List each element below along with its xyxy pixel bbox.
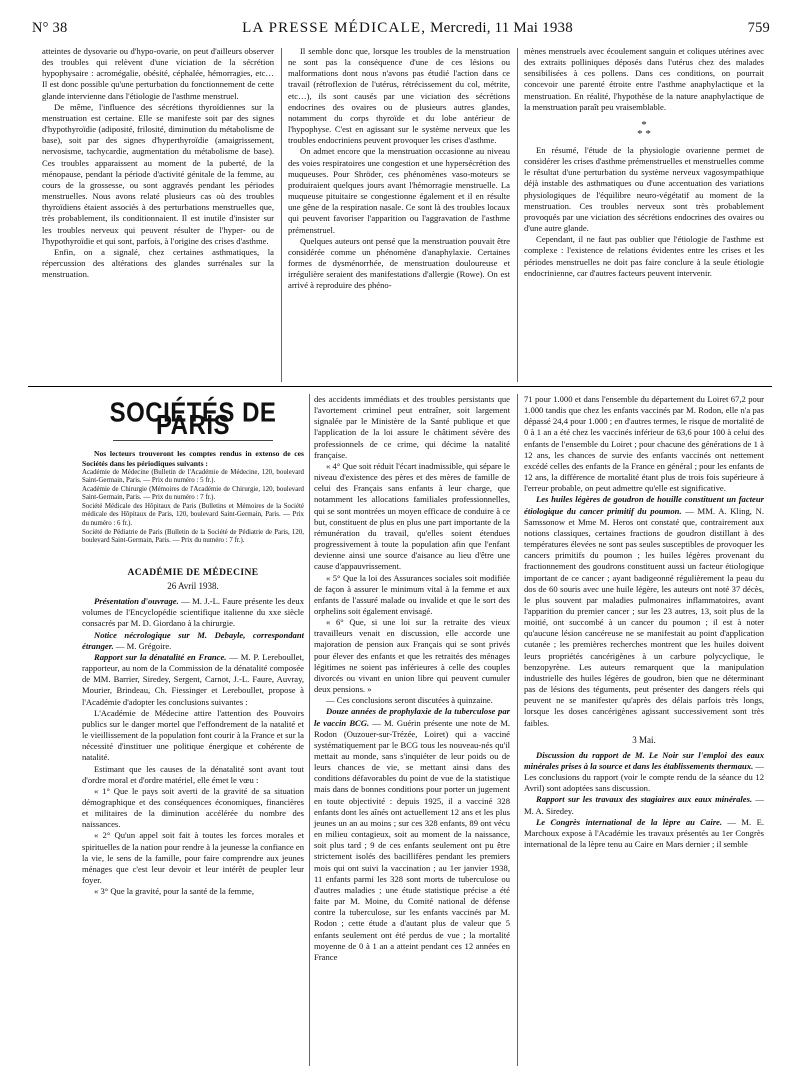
paragraph: En résumé, l'étude de la physiologie ovarienne permet de considérer les crises d'asthme prémenstruelles et menstruelles comme le résultat d'une perturbation du système nerveux vagosympathique déjà instable des asthmatiques ou d'une accentuation des variations physiologiques de l'équilibre neuro-végétatif au moment de la menstruation. Ces troubles nerveux sont très probablement provoqués par une viciation des sécrétions endocrines des ovaires ou d'une autre glande. [524,144,764,234]
paragraph: atteintes de dysovarie ou d'hypo-ovarie, on peut d'ailleurs observer des troubles qui relèvent d'une viciation de la sécrétion hypophysaire : acromégalie, obésité, céphalée, hémorragies, etc… Il est donc possible qu'une perturbation du fonctionnement de cette glande intervienne dans l'étiologie de l'asthme menstruel. [42,46,274,101]
journal-title [242,20,573,37]
report-entry [82,630,304,652]
paragraph: mènes menstruels avec écoulement sanguin et coliques utérines avec des extraits polliniques déposés dans l'utérus chez des malades sensibilisées à ces pollens. Dans ces conditions, on pourrait concevoir une parenté étroite entre l'asthme anaphylactique et la menstruation. En réalité, l'hypothèse de la nature anaphylactique de la menstruation paraît peu vraisemblable. [524,46,764,112]
report-body: — M. Guérin présente une note de M. Rodon (Ouzouer-sur-Trézée, Loiret) qui a vacciné systématiquement par le BCG tous les nouveau-nés qu'il mettait au monde, sans s'inquiéter de leur poids ou de leurs chances de vie, se mettant ainsi dans des conditions défavorables du point de vue de la statistique mais dans de bonnes conditions pour porter un jugement en toute objectivité : depuis 1925, il a vacciné 328 enfants dont les aînés ont actuellement 12 ans et les plus jeunes un an au moins ; sur ces 328 enfants, 89 ont vécu en milieu contagieux, soit au moment de la naissance, soit plus tard ; 9 de ces enfants seulement ont pu être strictement isolés des bacillifères pendant les premiers mois qui ont suivi la vaccination ; au 1er janvier 1938, 11 enfants parmi les 328 sont morts de tuberculose ou d'autres maladies ; une étude statistique précise a été faite par M. Moine, du Comité national de défense contre la tuberculose, sur les enfants vaccinés par M. Rodon ; cette étude a d'autant plus de valeur que 5 enfants seulement ont été perdus de vue ; la mortalité moyenne de 0 à 1 an a atteint pendant ces 12 années en France [314,717,511,962]
column-divider [281,48,282,382]
issue-date: Mercredi, 11 Mai 1938 [430,20,573,36]
periodical-entry: Société Médicale des Hôpitaux de Paris (Bulletins et Mémoires de la Société médicale des Hôpitaux de Paris, 120, boulevard Saint-Germain, Paris. — Prix du numéro : 6 fr.). [82,502,304,528]
paragraph: « 1° Que le pays soit averti de la gravité de sa situation démographique et des conséquences économiques, financières et militaires de la diminution accélérée du nombre des naissances. [82,785,304,830]
report-entry [82,652,304,708]
paragraph: — Ces conclusions seront discutées à quinzaine. [326,695,493,706]
paragraph: Cependant, il ne faut pas oublier que l'étiologie de l'asthme est complexe : l'existence de relations évidentes entre les crises et les périodes menstruelles ne doit pas faire conclure à la seule étiologie endocrinienne, car d'autres facteurs peuvent intervenir. [524,234,764,278]
report-entry [82,596,304,629]
section-separator: * * * [637,118,651,140]
periodical-entry: Académie de Chirurgie (Mémoires de l'Académie de Chirurgie, 120, boulevard Saint-Germain, Paris. — Prix du numéro : 7 fr.). [82,485,304,502]
section-rule [28,386,772,387]
paragraph: « 3° Que la gravité, pour la santé de la femme, [94,886,254,897]
periodical-entry: Société de Pédiatrie de Paris (Bulletin de la Société de Pédiatrie de Paris, 120, boulevard Saint-Germain, Paris. — Prix du numéro : 7 fr.). [82,528,304,545]
report-title: Discussion du rapport de M. Le Noir sur l'emploi des eaux minérales prises à la source et dans les établissements thermaux. [524,749,764,771]
report-body: — MM. A. Kling, N. Samssonow et Mme M. Heros ont constaté que, contrairement aux notions classiques, certaines fractions de goudron distillant à des températures élevées ne sont pas seules susceptibles de provoquer les cancers primitifs du poumon ; les huiles légères provenant du fractionnement des goudrons constituent aussi un facteur étiologique important de ce cancer ; ayant badigeonné régulièrement la peau du dos de 60 souris avec une huile légère, les auteurs ont noté 37 décès, le plus souvent par maladies pulmonaires inflammatoires, avant l'apparition du premier cancer ; sur les 23 autres, 13, soit plus de la moitié, ont succombé à un cancer du poumon ; il est à noter qu'aucune lésion cancéreuse ne se manifestait au point d'application cutanée ; les premières recherches montrent que les huiles doivent leurs propriétés cancérigènes à un carbure polycyclique, le benzopyrène. Les auteurs remarquent que la manipulation industrielle des huiles légères de goudron, bien que ne déterminant pas de lésions des téguments, peut présenter des dangers réels qui peuvent ne se manifester qu'après des délais parfois très longs, lorsque les doses cancérigènes agissant successivement sont très faibles. [524,505,764,728]
periodical-entry: Académie de Médecine (Bulletin de l'Académie de Médecine, 120, boulevard Saint-Germain, Paris. — Prix du numéro : 5 fr.). [82,468,304,485]
report-body: — M. E. Marchoux expose à l'Académie les travaux présentés au 1er Congrès international de la lèpre tenu au Caire en Mars dernier ; il semble [524,816,764,850]
column-divider [517,394,518,1066]
report-title: Rapport sur les travaux des stagiaires aux eaux minérales. [536,794,753,805]
paragraph: De même, l'influence des sécrétions thyroïdiennes sur la menstruation est certaine. Elle se manifeste soit par des signes d'hypothyroïdie (adiposité, frilosité, diminution du métabolisme de base), soit par des signes d'hyperthyroïdie (amaigrissement, nervosisme, tachycardie, augmentation du métabolisme de base). Ces troubles apparaissent au moment de la puberté, de la ménopause, pendant la période d'activité génitale de la femme, au cours de la grossesse, ou sont aggravés pendant les périodes menstruelles. Nous avons relaté plusieurs cas où des troubles thyroïdiens étaient associés à des perturbations menstruelles que, très probablement, ils conditionnaient. Il est inutile d'insister sur les troubles nerveux qui peuvent résulter de l'hyper- ou de l'hypothyroïdie et qui sont, parfois, à l'origine des crises d'asthme. [42,101,274,246]
intro-note: Nos lecteurs trouveront les comptes rendus in extenso de ces Sociétés dans les périodiques suivants : [82,449,304,468]
top-column-3 [524,46,764,279]
report-entry [524,494,764,728]
page-number: 759 [747,20,770,36]
paragraph: « 6° Que, si une loi sur la retraite des vieux travailleurs venait en discussion, elle accorde une majoration de pension aux Français qui se sont privés pour élever des enfants et que les retraités des ménages légitimes ne soient pas inférieures à celle des couples divorcés ou vivant en union libre qui peuvent cumuler deux pensions. » [314,617,510,695]
report-body: — M. Grégoire. [113,640,172,651]
report-entry [524,817,764,850]
paragraph: « 4° Que soit réduit l'écart inadmissible, qui sépare le niveau d'existence des pères et des mères de famille de celui des Français sans enfants à leur charge, que notamment les allocations familiales professionnelles, qui se sont montrées un moyen efficace de conduire à ce but, constituent de plus en plus une part importante de la rémunération du travail, qu'elles soient étendues progressivement à toute la population afin que l'enfant devienne ainsi une source d'aisance au lieu d'être une cause d'appauvrissement. [314,460,510,572]
report-entry [314,706,510,963]
society-heading: ACADÉMIE DE MÉDECINE [127,567,259,578]
column-divider [309,394,310,1066]
report-title: Le Congrès international de la lèpre au Caire. [536,816,723,827]
paragraph: Enfin, on a signalé, chez certaines asthmatiques, la répercussion des altérations des glandes surrénales sur la menstruation. [42,246,274,280]
journal-name: LA PRESSE MÉDICALE, [242,20,427,36]
paragraph: « 2° Qu'un appel soit fait à toutes les forces morales et spirituelles de la nation pour rendre à la jeunesse la confiance en la vie, le sens de la famille, pour faire comprendre aux jeunes ménages que c'est leur devoir et leur intérêt de peupler leur foyer. [82,830,304,886]
report-title: Les huiles légères de goudron de houille constituent un facteur étiologique du cancer primitif du poumon. [524,494,764,516]
top-column-2 [288,46,510,291]
issue-number: N° 38 [32,20,68,36]
column-divider [517,48,518,382]
report-body: — M. J.-L. Faure présente les deux volumes de l'Encyclopédie scientifique italienne du xxe siècle consacrés par M. D. Giordano à la chirurgie. [82,596,305,629]
paragraph: Quelques auteurs ont pensé que la menstruation pouvait être considérée comme un phénomène d'anaphylaxie. Certaines formes de dysménorrhée, de menstruation douloureuse et irrégulière seraient des manifestations d'allergie (Rowe). On est arrivé à reproduire des phéno- [288,235,510,291]
societes-column [82,394,304,897]
section-title: SOCIÉTÉS DE PARIS [109,397,277,442]
session-date: 26 Avril 1938. [167,581,219,591]
top-column-1 [42,46,274,280]
report-body: — Les conclusions du rapport (voir le compte rendu de la séance du 12 Avril) sont adoptées sans discussion. [524,761,764,794]
report-body: — M. P. Lereboullet, rapporteur, au nom de la Commission de la dénatalité composée de MM. Barrier, Siredey, Sergent, Carnot, J.-L. Faure, Auvray, Mourier, Brindeau, Ch. Fiessinger et Lereboullet, propose à l'Académie d'adopter les conclusions suivantes : [82,651,304,707]
report-title: Rapport sur la dénatalité en France. [94,651,227,662]
right-column [524,394,764,850]
paragraph: L'Académie de Médecine attire l'attention des Pouvoirs publics sur le danger mortel que l'effondrement de la natalité et le vieillissement de la population font courir à la France et sur la nécessité d'instituer une politique énergique et cohérente de natalité. [82,707,304,763]
page-header [32,20,770,40]
session-date: 3 Mai. [632,734,656,745]
report-entry [524,794,764,816]
paragraph: Il semble donc que, lorsque les troubles de la menstruation ne sont pas la conséquence d'une de ces lésions ou malformations dont nous n'avons pas étudié l'action dans ce travail (rétroflexion de l'utérus, rétrécissement du col, métrite, etc…), ils sont causés par une viciation des sécrétions endocrines des ovaires ou de plusieurs autres glandes, notamment du corps thyroïde et du lobe antérieur de l'hypophyse. C'est en agissant sur le système nerveux que les troubles endocriniens peuvent provoquer les crises d'asthme. [288,46,510,146]
paragraph: Estimant que les causes de la dénatalité sont avant tout d'ordre moral et d'ordre matériel, elle émet le vœu : [82,763,304,785]
report-title: Douze années de prophylaxie de la tuberculose par le vaccin BCG. [314,706,510,728]
paragraph: « 5° Que la loi des Assurances sociales soit modifiée de façon à assurer le minimum vital à la femme et aux enfants de l'assuré malade ou invalide et que le sort des orphelins soit également envisagé. [314,572,510,616]
paragraph: 71 pour 1.000 et dans l'ensemble du département du Loiret 67,2 pour 1.000 tandis que chez les enfants vaccinés par M. Rodon, elle n'a pas dépassé 24,4 pour 1.000 ; en d'autres termes, le risque de mortalité de 0 à 1 an a été chez les vaccinés inférieur de 63,6 pour 100 à celui des enfants de l'ensemble du Loiret ; pour chacune des générations de 1 à 12 ans, les chances de survie des enfants vaccinés ont nettement excédé celles des enfants de la France en général ; pour les enfants de 12 ans, la différence de mortalité étant plus de trois fois supérieure à l'erreur probable, on peut admettre qu'elle est significative. [524,394,764,494]
paragraph: On admet encore que la menstruation occasionne au niveau des voies respiratoires une congestion et une hypersécrétion des muqueuses. Pour Shröder, ces phénomènes vaso-moteurs se produiraient quelques jours avant l'hémorragie menstruelle. La muqueuse pituitaire se congestionne également et il en résulte une gêne de la respiration nasale. Ce sont là des troubles locaux qui peuvent favoriser l'apparition ou l'aggravation de l'asthme prémenstruel. [288,146,510,235]
middle-column [314,394,510,963]
report-title: Notice nécrologique sur M. Debayle, correspondant étranger. [82,629,304,651]
paragraph: des accidents immédiats et des troubles persistants que l'avortement criminel peut entraîner, soit largement signalée par le Ministère de la Santé publique et que l'application de la loi assure le châtiment sévère des professionnels de ce crime, qui décime la natalité française. [314,394,510,460]
report-entry [524,750,764,795]
report-body: — M. A. Siredey. [524,794,764,816]
report-title: Présentation d'ouvrage. [94,596,179,607]
